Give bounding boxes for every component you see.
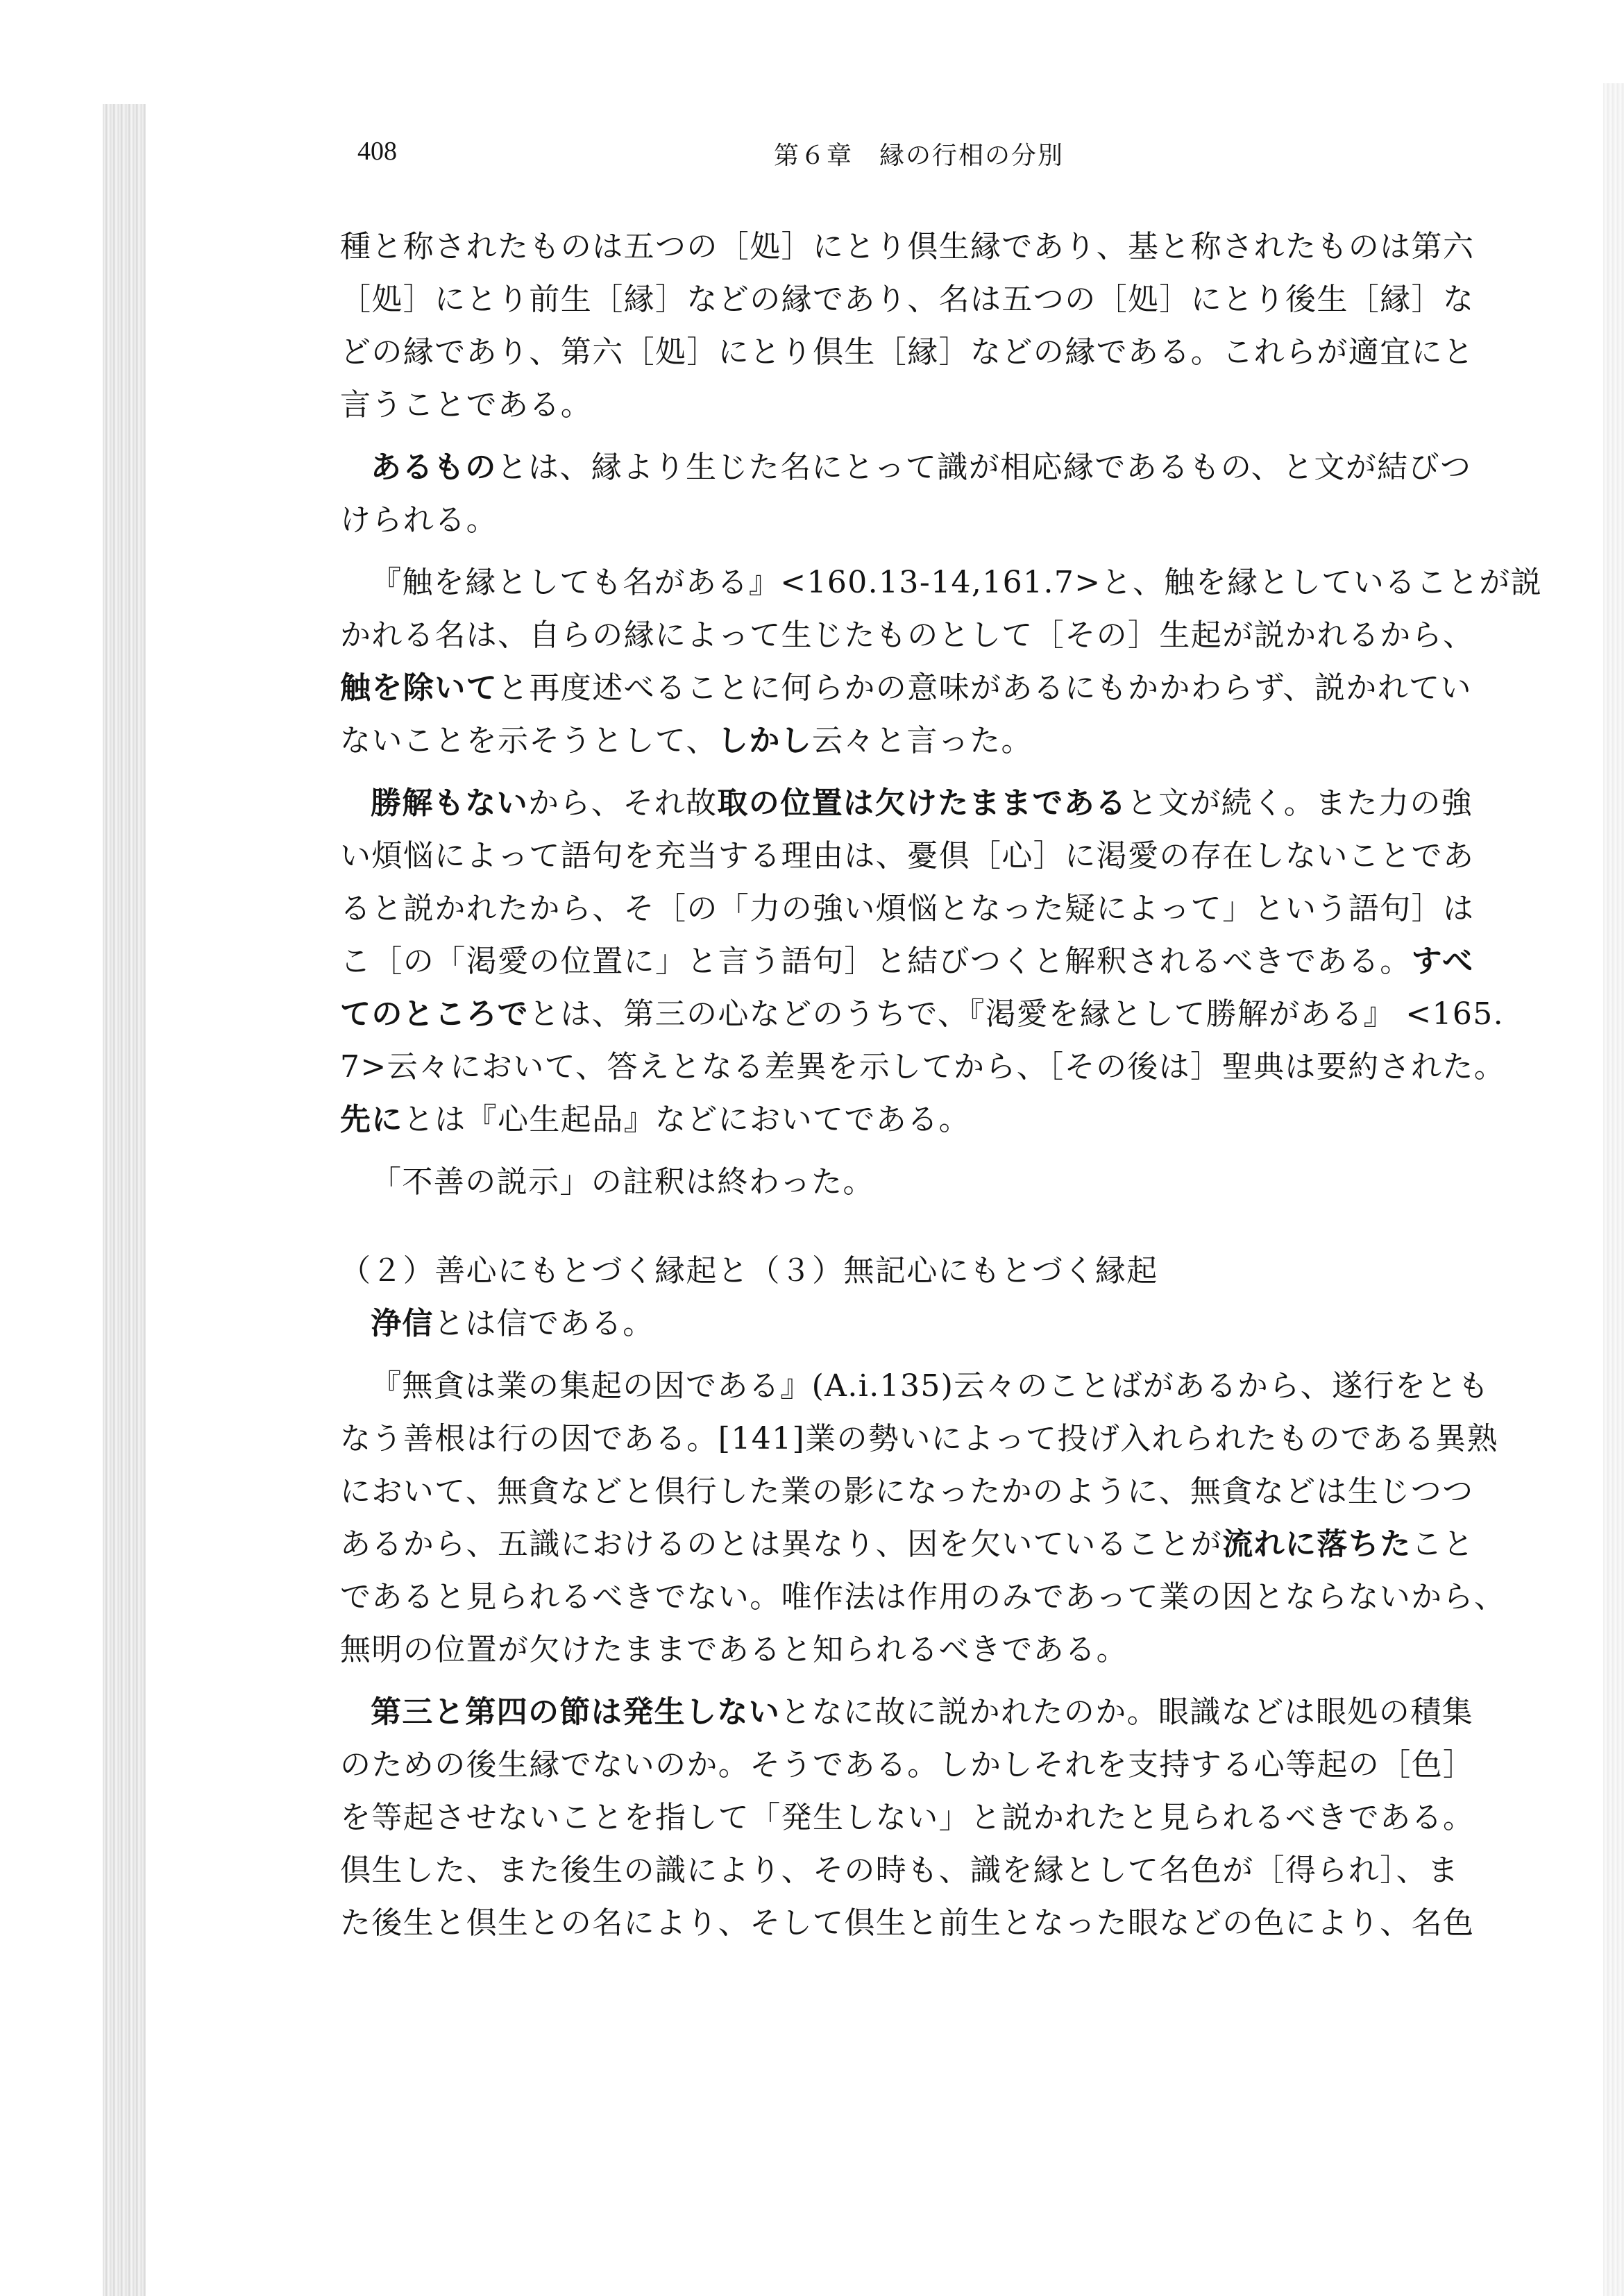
text-line — [340, 715, 1534, 767]
text-line: けられる。 — [340, 502, 498, 538]
text-line — [340, 1686, 1534, 1739]
text-line — [340, 1094, 1534, 1146]
bold-term: すべ — [1411, 944, 1474, 979]
text-span: と再度述べることに何らかの意味があるにもかかわらず、説かれてい — [498, 670, 1472, 706]
text-line: 無明の位置が欠けたままであると知られるべきである。 — [340, 1632, 1128, 1667]
text-line — [340, 662, 1534, 715]
page-number: 408 — [357, 137, 397, 166]
bold-term: 取の位置は欠けたままである — [717, 785, 1127, 821]
text-span: とは、第三の心などのうちで、『渇愛を縁として勝解がある』 <165. — [528, 996, 1505, 1032]
text-line: であると見られるべきでない。唯作法は作用のみであって業の因とならないから、 — [340, 1579, 1506, 1615]
text-span: とは、縁より生じた名にとって識が相応縁であるもの、と文が結びつ — [496, 450, 1472, 485]
paragraph-1 — [340, 221, 1534, 432]
text-line — [340, 1518, 1534, 1571]
text-line: 『触を縁としても名がある』<160.13-14,161.7>と、触を縁としていることが説 — [371, 565, 1543, 600]
text-line: 倶生した、また後生の識により、その時も、識を縁として名色が［得られ］、ま — [340, 1853, 1460, 1888]
paragraph-6 — [340, 1298, 1534, 1350]
paragraph-7 — [340, 1360, 1534, 1676]
paragraph-5: 「不善の説示」の註釈は終わった。 — [371, 1164, 874, 1200]
text-span: とは『心生起品』などにおいてである。 — [403, 1102, 971, 1137]
text-line: ［処］にとり前生［縁］などの縁であり、名は五つの［処］にとり後生［縁］な — [340, 282, 1475, 317]
text-line: た後生と倶生との名により、そして倶生と前生となった眼などの色により、名色 — [340, 1905, 1475, 1941]
body-text — [340, 221, 1543, 1950]
text-line: 『無貪は業の集起の因である』(A.i.135)云々のことばがあるから、遂行をとも — [371, 1368, 1490, 1404]
text-span: となに故に説かれたのか。眼識などは眼処の積集 — [780, 1694, 1474, 1730]
paragraph-2 — [340, 441, 1534, 547]
text-line: なう善根は行の因である。[141]業の勢いによって投げ入れられたものである異熟 — [340, 1421, 1498, 1456]
bold-term: 触を除いて — [340, 670, 498, 706]
text-span: 云々と言った。 — [812, 723, 1033, 758]
text-line — [340, 935, 1534, 988]
bold-term: 先に — [340, 1102, 403, 1137]
running-head: 第６章 縁の行相の分別 — [774, 142, 1065, 170]
paragraph-3 — [340, 556, 1543, 767]
text-span: と文が続く。また力の強 — [1126, 785, 1473, 821]
text-line: 言うことである。 — [340, 387, 593, 423]
page-header — [357, 136, 1537, 178]
text-line: 7>云々において、答えとなる差異を示してから、［その後は］聖典は要約された。 — [340, 1049, 1506, 1085]
paragraph-8 — [340, 1686, 1534, 1950]
text-span: とは信である。 — [433, 1306, 654, 1341]
bold-term: 浄信 — [371, 1306, 434, 1341]
text-line: どの縁であり、第六［処］にとり倶生［縁］などの縁である。これらが適宜にと — [340, 334, 1475, 370]
text-span: から、それ故 — [528, 785, 718, 821]
bold-term: てのところで — [340, 996, 529, 1032]
text-line — [340, 777, 1534, 830]
bold-term: 勝解もない — [371, 785, 528, 821]
text-line — [340, 988, 1534, 1041]
text-line: のための後生縁でないのか。そうである。しかしそれを支持する心等起の［色］ — [340, 1747, 1475, 1783]
bold-term: あるもの — [371, 450, 497, 485]
bold-term: 流れに落ちた — [1222, 1527, 1412, 1562]
text-line: を等起させないことを指して「発生しない」と説かれたと見られるべきである。 — [340, 1800, 1475, 1835]
text-line — [340, 441, 1534, 494]
text-line: い煩悩によって語句を充当する理由は、憂倶［心］に渇愛の存在しないことであ — [340, 838, 1475, 874]
scan-binding-shadow — [103, 104, 146, 2296]
text-line: において、無貪などと倶行した業の影になったかのように、無貪などは生じつつ — [340, 1474, 1474, 1509]
text-span: こと — [1411, 1527, 1475, 1562]
text-line: かれる名は、自らの縁によって生じたものとして［その］生起が説かれるから、 — [340, 618, 1475, 653]
scan-edge-shadow — [1603, 83, 1624, 2296]
text-span: こ［の「渇愛の位置に」と言う語句］と結びつくと解釈されるべきである。 — [340, 944, 1412, 979]
text-span: ないことを示そうとして、 — [340, 723, 718, 758]
bold-term: 第三と第四の節は発生しない — [371, 1694, 781, 1730]
paragraph-4 — [340, 777, 1534, 1146]
text-line: 種と称されたものは五つの［処］にとり倶生縁であり、基と称されたものは第六 — [340, 229, 1475, 264]
text-line: ると説かれたから、そ［の「力の強い煩悩となった疑によって」という語句］は — [340, 891, 1475, 926]
text-span: あるから、五識におけるのとは異なり、因を欠いていることが — [340, 1527, 1223, 1562]
section-heading: （２）善心にもとづく縁起と（３）無記心にもとづく縁起 — [340, 1253, 1158, 1289]
bold-term: しかし — [717, 723, 813, 758]
